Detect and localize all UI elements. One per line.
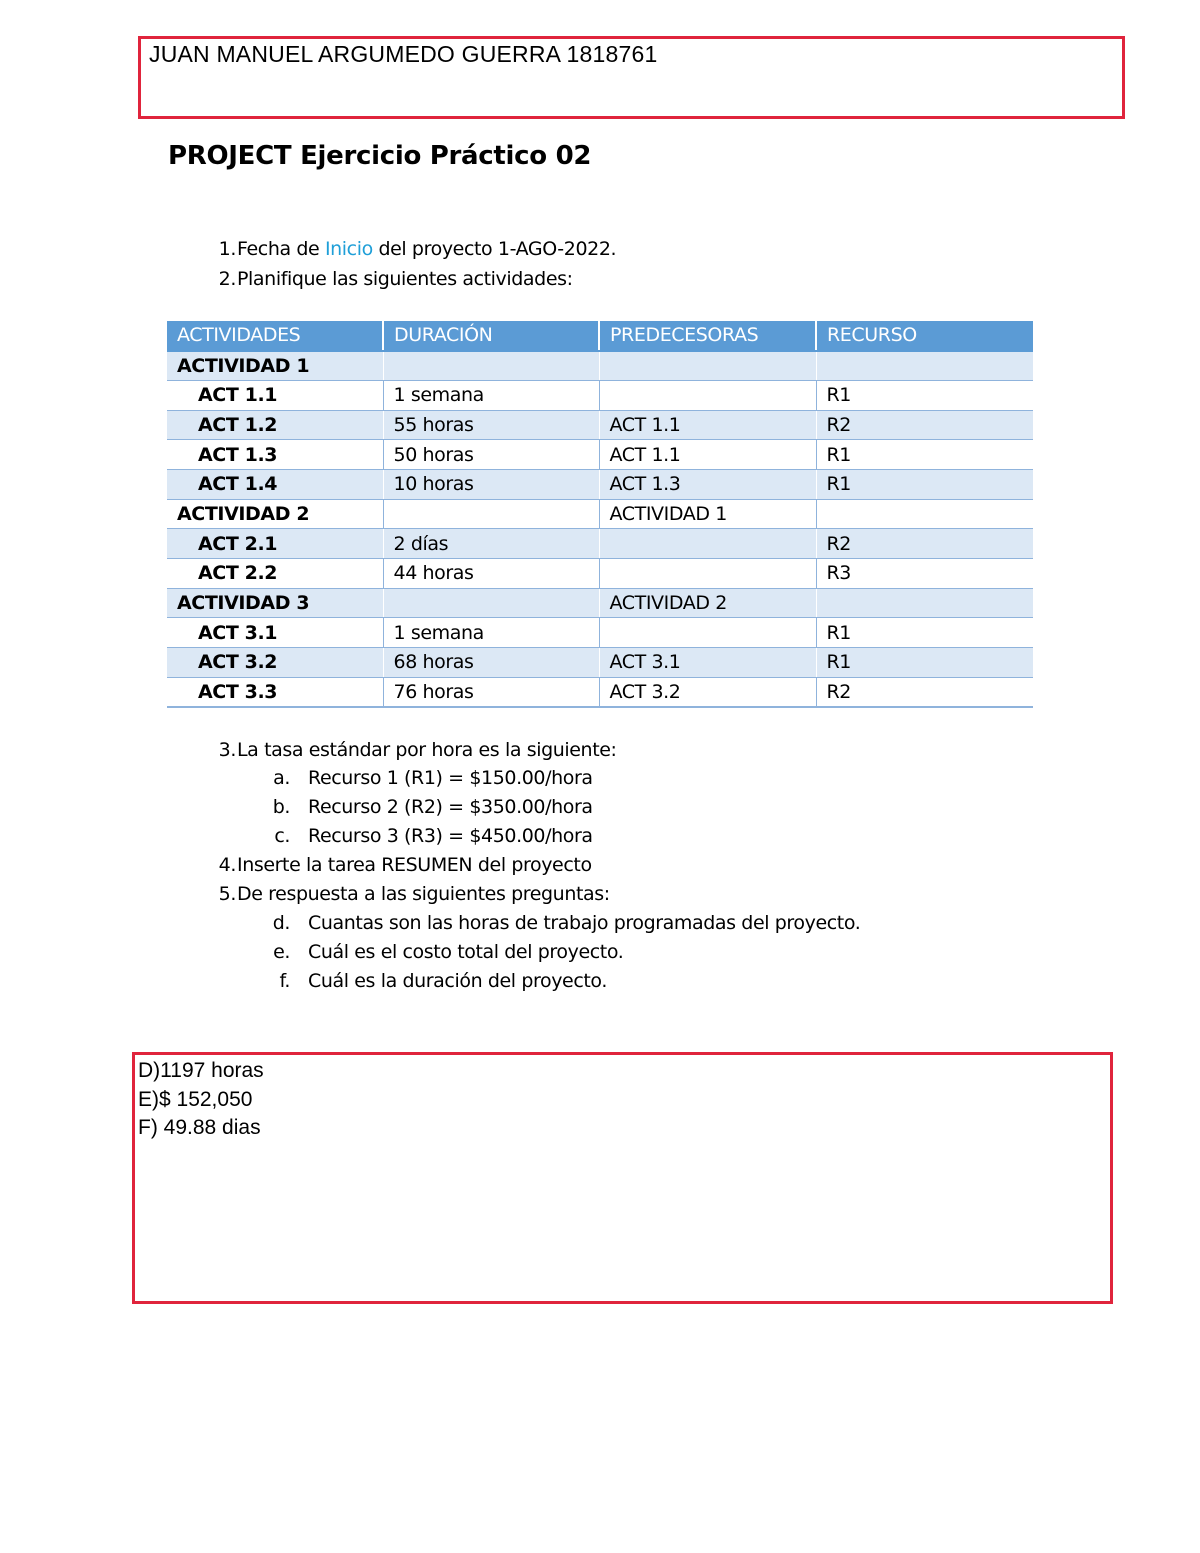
list-text: Recurso 1 (R1) = $150.00/hora [308,767,593,789]
cell-resource [816,499,1033,529]
list-number: 1. [218,238,236,260]
cell-resource: R3 [816,559,1033,589]
cell-duration: 55 horas [383,410,599,440]
cell-resource: R1 [816,469,1033,499]
text-post: del proyecto 1-AGO-2022. [372,238,617,260]
table-row [167,351,1033,381]
cell-duration: 76 horas [383,677,599,707]
answer-f: F) 49.88 dias [138,1116,261,1139]
table-row [167,499,1033,529]
inicio-word: Inicio [324,238,373,260]
cell-resource: R2 [816,677,1033,707]
cell-duration: 50 horas [383,440,599,470]
cell-predecessors [599,559,816,589]
cell-duration [383,499,599,529]
list-text: Inserte la tarea RESUMEN del proyecto [237,854,592,876]
cell-activity: ACT 3.2 [167,648,383,678]
instruction-text [237,238,616,260]
table-row [167,529,1033,559]
cell-resource: R1 [816,618,1033,648]
cell-activity: ACTIVIDAD 1 [167,351,383,381]
table-row [167,618,1033,648]
activities-table [167,321,1033,708]
list-number: f. [279,970,290,992]
table-row [167,677,1033,707]
cell-predecessors [599,380,816,410]
list-text: Cuál es el costo total del proyecto. [308,941,624,963]
cell-resource: R2 [816,410,1033,440]
instruction-text: Planifique las siguientes actividades: [237,268,573,290]
cell-duration: 1 semana [383,618,599,648]
cell-predecessors: ACT 3.1 [599,648,816,678]
table-body [167,351,1033,707]
list-text: Cuantas son las horas de trabajo programadas del proyecto. [308,912,861,934]
list-number: 3. [218,739,236,761]
cell-activity: ACTIVIDAD 2 [167,499,383,529]
cell-activity: ACT 2.2 [167,559,383,589]
cell-activity: ACT 2.1 [167,529,383,559]
document-title: PROJECT Ejercicio Práctico 02 [168,141,592,171]
list-text: Recurso 2 (R2) = $350.00/hora [308,796,593,818]
answer-e: E)$ 152,050 [138,1087,253,1111]
cell-resource: R1 [816,648,1033,678]
text-pre: Fecha de [237,238,325,260]
cell-duration: 2 días [383,529,599,559]
cell-predecessors: ACTIVIDAD 1 [599,499,816,529]
cell-resource [816,351,1033,381]
cell-duration: 10 horas [383,469,599,499]
answers [138,1057,264,1143]
list-number: 2. [218,268,236,290]
cell-activity: ACT 1.4 [167,469,383,499]
list-number: e. [273,941,290,963]
cell-duration: 68 horas [383,648,599,678]
cell-predecessors: ACTIVIDAD 2 [599,588,816,618]
list-text: La tasa estándar por hora es la siguiente: [237,739,617,761]
cell-predecessors: ACT 1.1 [599,440,816,470]
list-text: De respuesta a las siguientes preguntas: [237,883,610,905]
cell-duration [383,351,599,381]
table-row [167,559,1033,589]
cell-duration: 44 horas [383,559,599,589]
list-number: 5. [218,883,236,905]
cell-resource: R1 [816,440,1033,470]
table-row [167,648,1033,678]
cell-resource: R1 [816,380,1033,410]
table-row [167,410,1033,440]
cell-predecessors [599,351,816,381]
cell-activity: ACT 3.3 [167,677,383,707]
cell-activity: ACT 1.2 [167,410,383,440]
header-recurso: RECURSO [816,321,1033,351]
table-row [167,380,1033,410]
cell-duration [383,588,599,618]
table-row [167,469,1033,499]
cell-predecessors: ACT 3.2 [599,677,816,707]
cell-duration: 1 semana [383,380,599,410]
header-actividades: ACTIVIDADES [167,321,383,351]
cell-activity: ACT 3.1 [167,618,383,648]
table-row [167,588,1033,618]
list-text: Recurso 3 (R3) = $450.00/hora [308,825,593,847]
list-number: c. [274,825,290,847]
answer-d: D)1197 horas [138,1059,264,1082]
cell-activity: ACT 1.3 [167,440,383,470]
list-text: Cuál es la duración del proyecto. [308,970,607,992]
cell-resource: R2 [816,529,1033,559]
cell-activity: ACT 1.1 [167,380,383,410]
cell-resource [816,588,1033,618]
cell-activity: ACTIVIDAD 3 [167,588,383,618]
student-name: JUAN MANUEL ARGUMEDO GUERRA 1818761 [149,41,658,67]
list-number: b. [272,796,290,818]
answer-box [132,1052,1113,1304]
cell-predecessors [599,529,816,559]
cell-predecessors: ACT 1.1 [599,410,816,440]
list-number: d. [272,912,290,934]
name-box [138,36,1125,119]
cell-predecessors: ACT 1.3 [599,469,816,499]
table-header-row [167,321,1033,351]
header-duracion: DURACIÓN [383,321,599,351]
list-number: 4. [218,854,236,876]
cell-predecessors [599,618,816,648]
list-number: a. [273,767,290,789]
header-predecesoras: PREDECESORAS [599,321,816,351]
table-row [167,440,1033,470]
